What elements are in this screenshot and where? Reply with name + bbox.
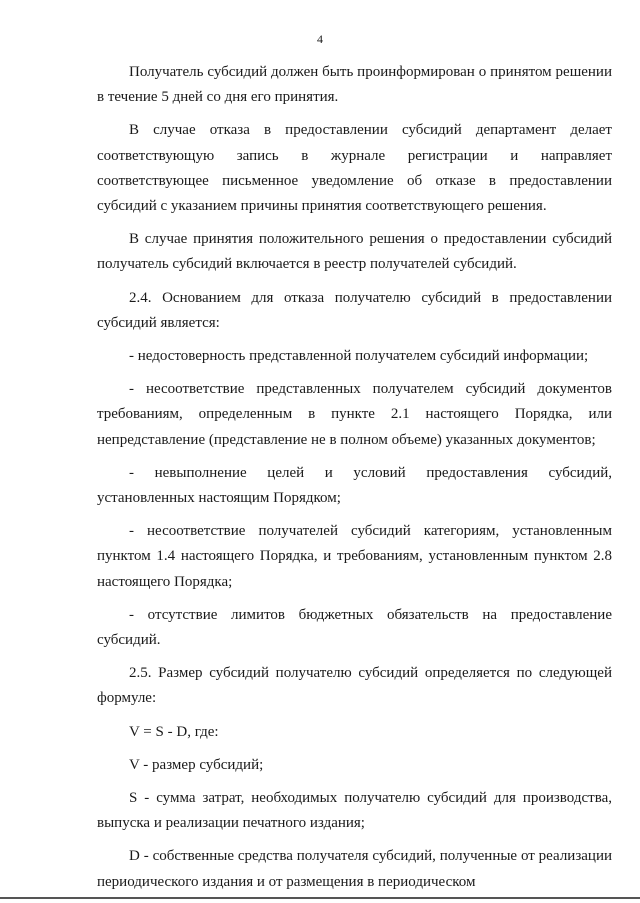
paragraph: В случае отказа в предоставлении субсидий департамент делает соответствующую запись в журнале регистрации и направляет соответствующее письменное уведомление об отказе в предоставлении субсидий с указанием причины принятия соответствующего решения. — [97, 122, 612, 215]
list-item: - несоответствие получателей субсидий категориям, установленным пунктом 1.4 настоящего Порядка, и требованиям, установленным пунктом 2.8 настоящего Порядка; — [97, 523, 612, 590]
formula-definition: V - размер субсидий; — [129, 756, 264, 773]
page-bottom-edge — [0, 897, 640, 899]
document-body — [97, 60, 612, 903]
formula-definition: S - сумма затрат, необходимых получателю субсидий для производства, выпуска и реализации печатного издания; — [97, 790, 612, 832]
page-number: 4 — [317, 32, 323, 46]
formula: V = S - D, где: — [129, 723, 219, 740]
list-item: - несоответствие представленных получателем субсидий документов требованиям, определенным в пункте 2.1 настоящего Порядка, или непредставление (представление не в полном объеме) указанных документов; — [97, 381, 612, 448]
paragraph-section-2-5: 2.5. Размер субсидий получателю субсидий определяется по следующей формуле: — [97, 665, 612, 707]
list-item: - невыполнение целей и условий предоставления субсидий, установленных настоящим Порядком; — [97, 464, 612, 507]
formula-definition: D - собственные средства получателя субсидий, полученные от реализации периодического издания и от размещения в периодическом — [97, 848, 612, 890]
paragraph-section-2-4: 2.4. Основанием для отказа получателю субсидий в предоставлении субсидий является: — [97, 289, 612, 331]
list-item: - отсутствие лимитов бюджетных обязательств на предоставление субсидий. — [97, 606, 612, 649]
paragraph: В случае принятия положительного решения о предоставлении субсидий получатель субсидий включается в реестр получателей субсидий. — [97, 231, 612, 273]
list-item: - недостоверность представленной получателем субсидий информации; — [129, 348, 589, 365]
paragraph: Получатель субсидий должен быть проинформирован о принятом решении в течение 5 дней со дня его принятия. — [97, 64, 612, 106]
